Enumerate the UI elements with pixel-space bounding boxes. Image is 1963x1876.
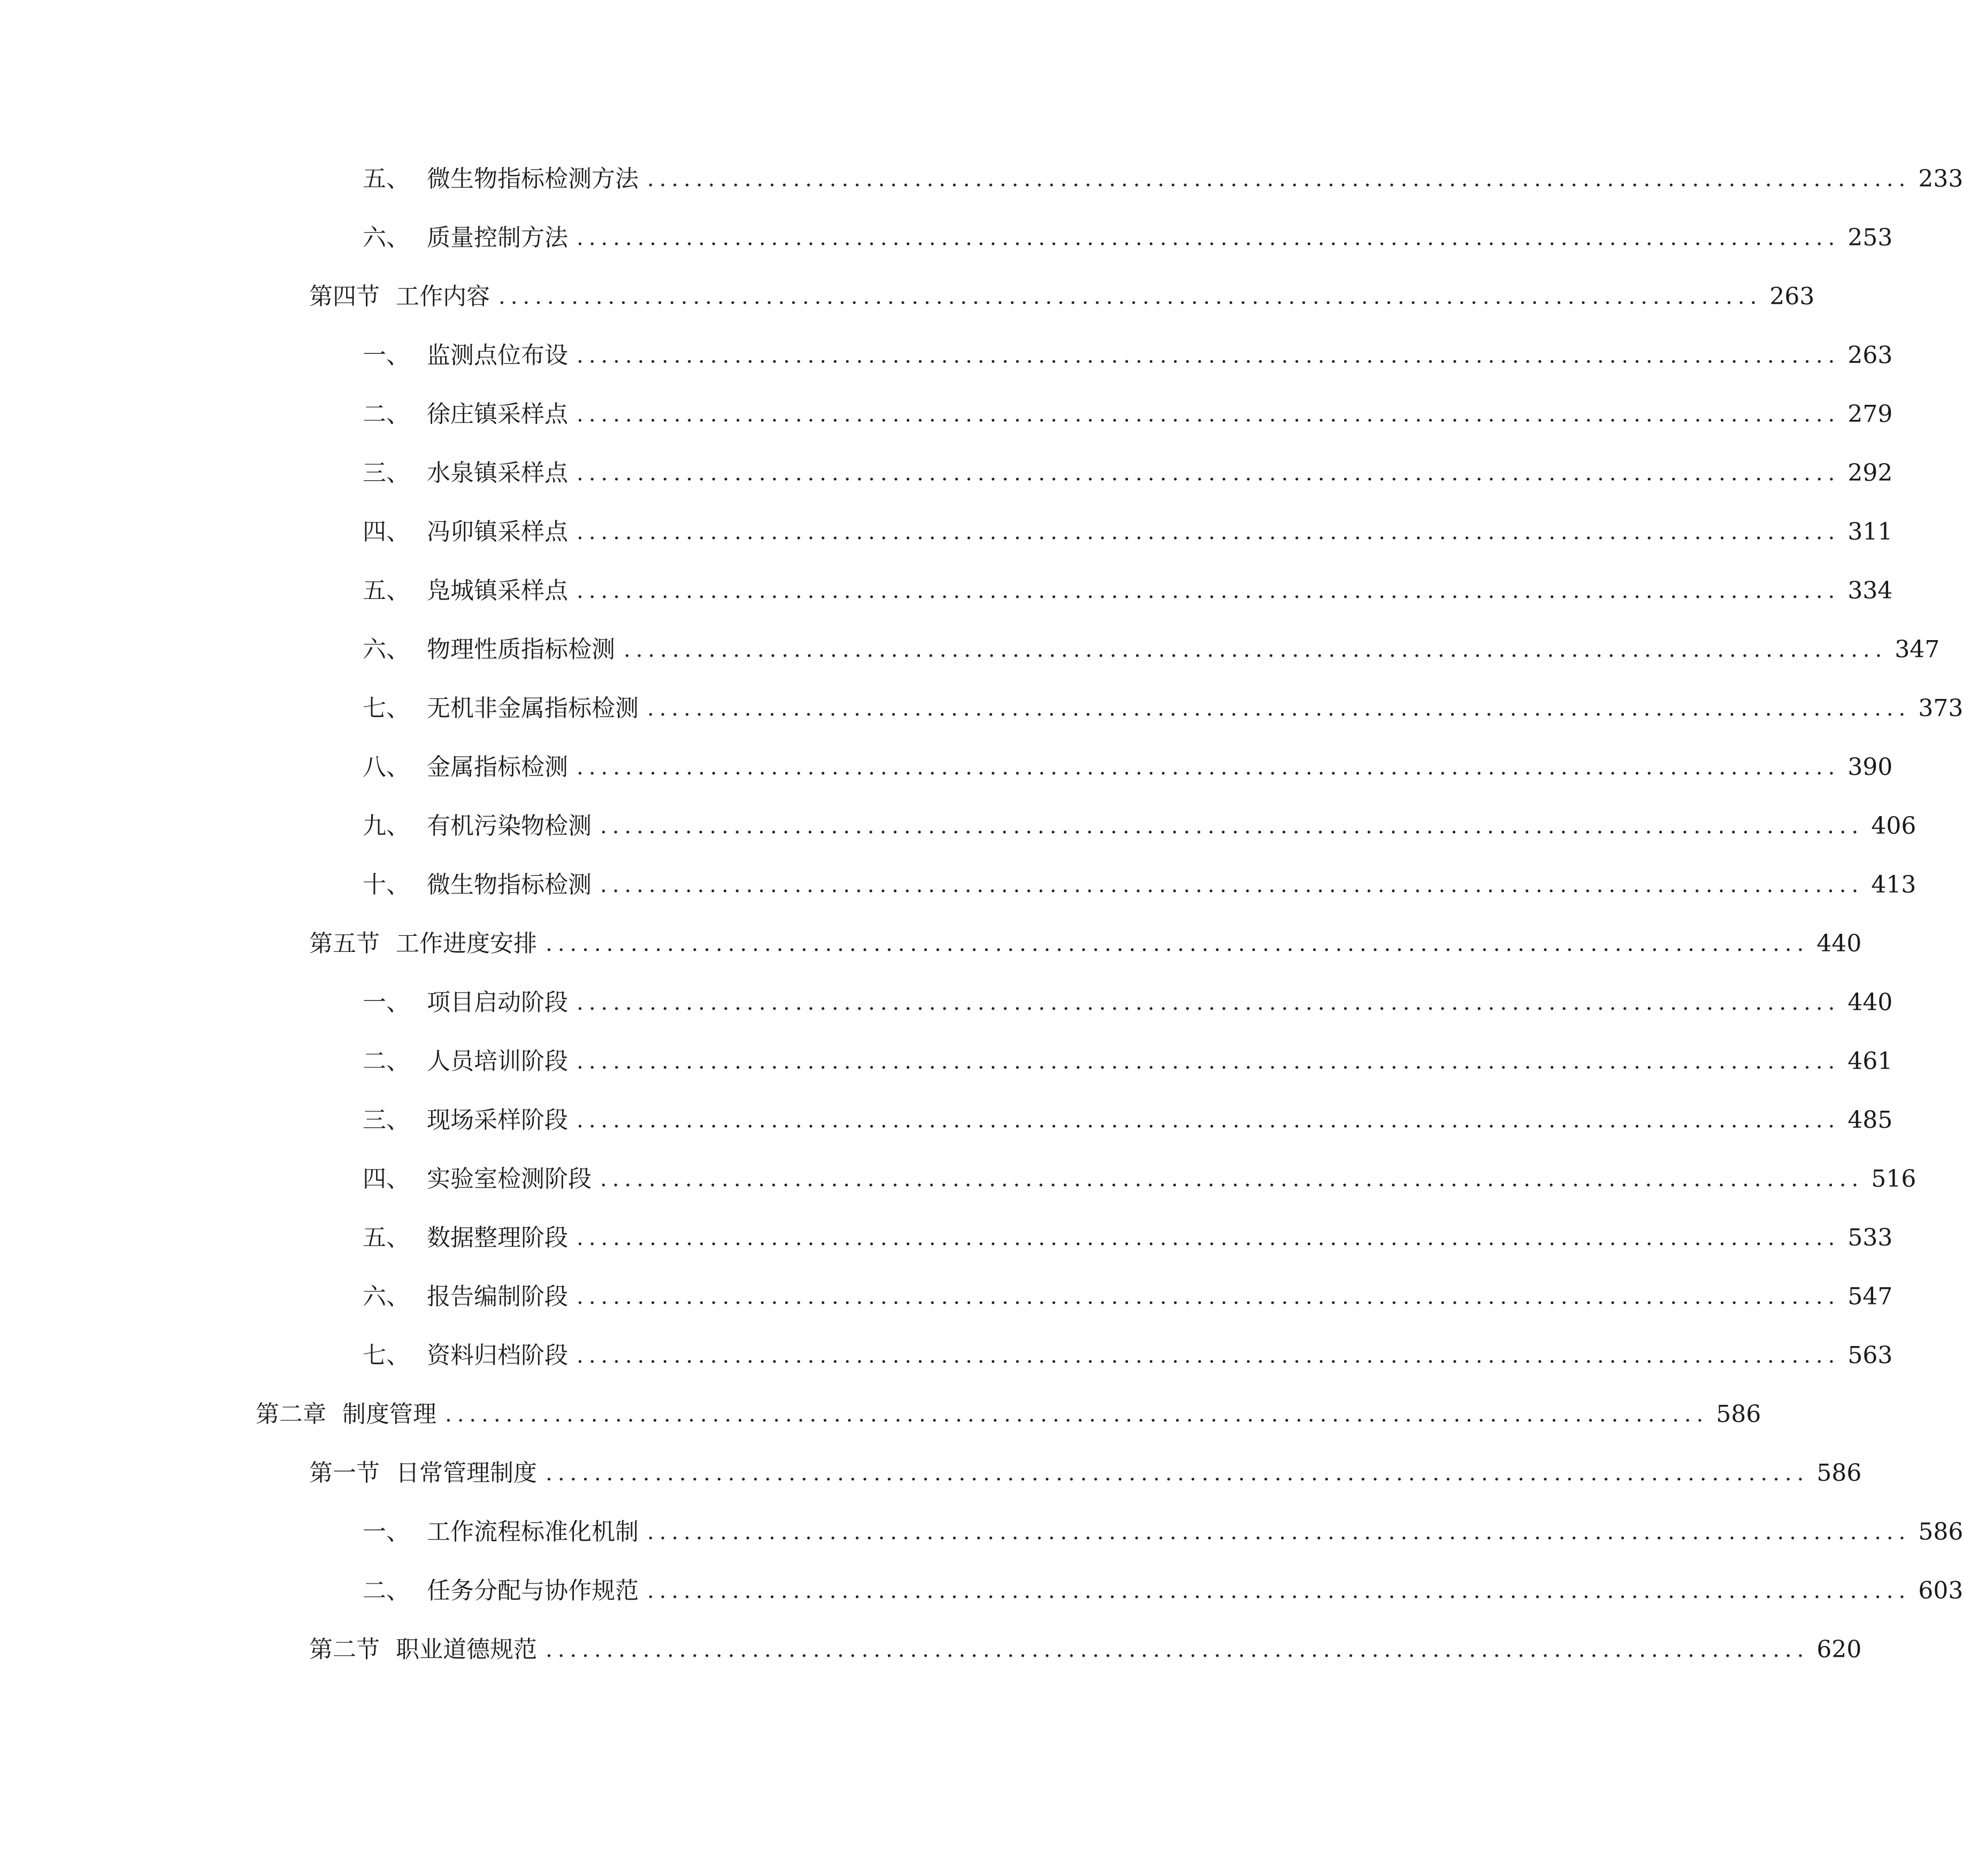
toc-entry-number: 一、 [363,1518,410,1546]
toc-entry[interactable] [363,690,1963,727]
toc-entry-page-number: 485 [1847,1106,1893,1134]
toc-entry[interactable] [256,1396,1761,1433]
toc-entry-page-number: 292 [1847,459,1893,487]
toc-entry-title: 工作进度安排 [396,930,537,957]
toc-entry-title: 数据整理阶段 [427,1224,568,1251]
toc-entry-number: 第一节 [309,1459,380,1487]
toc-entry-page-number: 413 [1871,871,1916,898]
dot-leader: ........................................................................................................ [577,990,1841,1015]
toc-entry[interactable] [363,1337,1893,1374]
toc-entry[interactable] [309,1455,1862,1492]
dot-leader: ........................................................................................................ [577,1049,1841,1074]
dot-leader: ........................................................................................................ [577,579,1841,603]
toc-entry[interactable] [363,1219,1893,1257]
dot-leader: ........................................................................................................ [577,461,1841,486]
toc-entry-title: 徐庄镇采样点 [427,401,568,428]
toc-entry-number: 五、 [363,165,410,193]
toc-entry-title: 工作内容 [396,283,490,310]
toc-entry-page-number: 233 [1918,165,1963,193]
dot-leader: ........................................................................................................ [647,167,1911,191]
toc-entry-number: 五、 [363,1224,410,1251]
toc-entry-number: 八、 [363,754,410,781]
toc-entry-page-number: 311 [1847,518,1893,545]
toc-entry-number: 十、 [363,871,410,898]
toc-entry-number: 七、 [363,1342,410,1369]
toc-entry-page-number: 373 [1918,695,1963,722]
toc-entry[interactable] [363,1160,1916,1198]
toc-entry-page-number: 440 [1847,989,1893,1016]
toc-entry[interactable] [309,278,1815,316]
toc-entry-page-number: 547 [1847,1283,1893,1310]
dot-leader: ........................................................................................................ [577,1285,1841,1309]
toc-entry[interactable] [363,455,1893,492]
toc-entry-title: 资料归档阶段 [427,1342,568,1369]
toc-entry-page-number: 253 [1847,224,1893,251]
toc-entry-title: 冯卯镇采样点 [427,518,568,545]
toc-entry[interactable] [363,219,1893,257]
toc-entry[interactable] [309,1631,1862,1669]
toc-entry-page-number: 263 [1847,342,1893,369]
toc-entry-number: 六、 [363,636,410,663]
dot-leader: ........................................................................................................ [600,1167,1864,1191]
toc-entry-title: 质量控制方法 [427,224,568,251]
toc-entry-title: 物理性质指标检测 [427,636,615,663]
toc-entry-number: 第五节 [309,930,380,957]
toc-entry-page-number: 586 [1816,1459,1862,1487]
dot-leader: ........................................................................................................ [577,520,1841,544]
toc-entry-number: 六、 [363,224,410,251]
toc-entry[interactable] [363,749,1893,786]
dot-leader: ........................................................................................................ [647,696,1911,721]
toc-entry-title: 实验室检测阶段 [427,1165,592,1193]
toc-entry[interactable] [363,1572,1963,1610]
toc-entry-title: 人员培训阶段 [427,1048,568,1075]
toc-entry[interactable] [363,1513,1963,1551]
toc-entry-number: 二、 [363,1048,410,1075]
toc-entry-number: 四、 [363,1165,410,1193]
toc-entry-number: 三、 [363,459,410,487]
toc-entry-number: 二、 [363,1577,410,1604]
toc-entry-page-number: 263 [1769,283,1815,310]
toc-entry-page-number: 533 [1847,1224,1893,1251]
dot-leader: ........................................................................................................ [499,285,1762,309]
toc-entry-page-number: 461 [1847,1048,1893,1075]
dot-leader: ........................................................................................................ [546,932,1809,956]
toc-entry-title: 任务分配与协作规范 [427,1577,639,1604]
toc-entry-page-number: 390 [1847,754,1893,781]
dot-leader: ........................................................................................................ [577,755,1841,780]
toc-entry-page-number: 347 [1895,636,1940,663]
toc-entry-title: 报告编制阶段 [427,1283,568,1310]
toc-entry-number: 三、 [363,1106,410,1134]
dot-leader: ........................................................................................................ [600,873,1864,897]
toc-entry-number: 第二节 [309,1636,380,1663]
toc-entry-page-number: 603 [1918,1577,1963,1604]
toc-entry[interactable] [363,1043,1893,1080]
toc-entry[interactable] [363,631,1940,668]
toc-entry-number: 七、 [363,695,410,722]
toc-entry-title: 微生物指标检测 [427,871,592,898]
toc-entry-page-number: 563 [1847,1342,1893,1369]
toc-entry[interactable] [363,1102,1893,1139]
dot-leader: ........................................................................................................ [546,1461,1809,1486]
toc-entry[interactable] [363,866,1916,904]
toc-entry-number: 六、 [363,1283,410,1310]
toc-entry-page-number: 586 [1716,1401,1761,1428]
toc-entry-title: 监测点位布设 [427,342,568,369]
toc-entry[interactable] [309,925,1862,963]
toc-entry[interactable] [363,513,1893,551]
dot-leader: ........................................................................................................ [577,226,1841,250]
toc-entry-page-number: 334 [1847,577,1893,604]
toc-entry-title: 凫城镇采样点 [427,577,568,604]
toc-entry-number: 九、 [363,812,410,840]
toc-entry-page-number: 516 [1871,1165,1916,1193]
toc-entry-title: 有机污染物检测 [427,812,592,840]
toc-entry[interactable] [363,984,1893,1021]
dot-leader: ........................................................................................................ [577,402,1841,427]
toc-entry-title: 无机非金属指标检测 [427,695,639,722]
dot-leader: ........................................................................................................ [577,343,1841,368]
dot-leader: ........................................................................................................ [546,1637,1809,1662]
toc-entry-page-number: 440 [1816,930,1862,957]
dot-leader: ........................................................................................................ [577,1226,1841,1250]
toc-entry-title: 水泉镇采样点 [427,459,568,487]
toc-entry-number: 四、 [363,518,410,545]
dot-leader: ........................................................................................................ [624,637,1888,662]
dot-leader: ........................................................................................................ [647,1579,1911,1603]
toc-entry-number: 第四节 [309,283,380,310]
toc-entry-title: 金属指标检测 [427,754,568,781]
toc-entry-title: 项目启动阶段 [427,989,568,1016]
toc-entry-title: 制度管理 [342,1401,436,1428]
toc-entry-number: 一、 [363,342,410,369]
toc-entry-title: 职业道德规范 [396,1636,537,1663]
dot-leader: ........................................................................................................ [577,1108,1841,1133]
toc-entry-page-number: 620 [1816,1636,1862,1663]
toc-entry-title: 现场采样阶段 [427,1106,568,1134]
toc-entry[interactable] [363,1278,1893,1316]
dot-leader: ........................................................................................................ [445,1402,1709,1427]
toc-entry-number: 二、 [363,401,410,428]
dot-leader: ........................................................................................................ [647,1520,1911,1544]
toc-entry-title: 工作流程标准化机制 [427,1518,639,1546]
dot-leader: ........................................................................................................ [600,814,1864,839]
toc-entry[interactable] [363,160,1963,198]
toc-entry-title: 日常管理制度 [396,1459,537,1487]
toc-entry[interactable] [363,396,1893,433]
toc-entry-title: 微生物指标检测方法 [427,165,639,193]
toc-entry[interactable] [363,337,1893,374]
toc-entry[interactable] [363,808,1916,845]
toc-entry[interactable] [363,572,1893,610]
toc-entry-page-number: 406 [1871,812,1916,840]
toc-entry-page-number: 586 [1918,1518,1963,1546]
toc-entry-page-number: 279 [1847,401,1893,428]
toc-entry-number: 一、 [363,989,410,1016]
dot-leader: ........................................................................................................ [577,1343,1841,1368]
toc-entry-number: 五、 [363,577,410,604]
toc-entry-number: 第二章 [256,1401,326,1428]
